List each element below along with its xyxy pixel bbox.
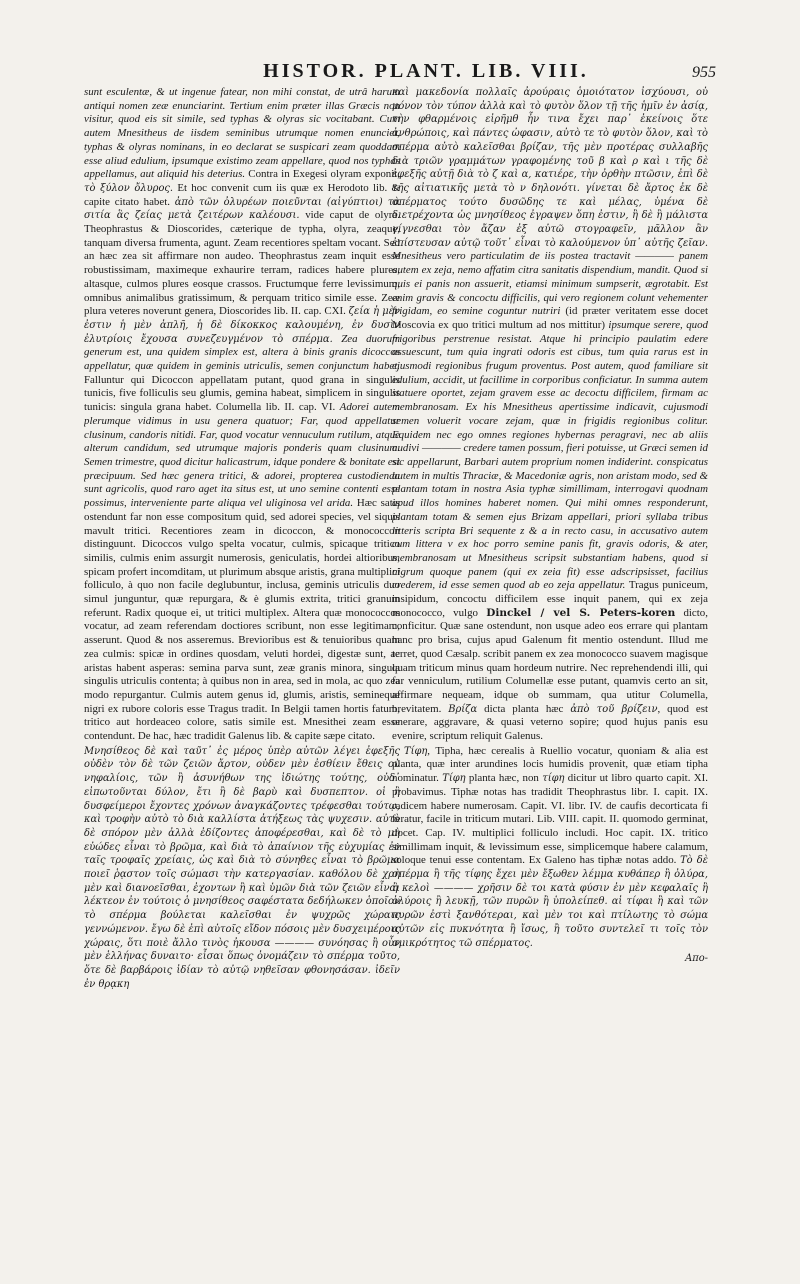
paragraph xyxy=(84,745,400,992)
right-column xyxy=(392,86,708,1266)
blackletter-text: Dinckel / vel S. Peters-koren xyxy=(486,606,676,619)
roman-text: vide caput de olyra. Theophrastus & Dioscorides, cæterique de typha, olyra, zeaque, tanquam diversa frumenta, agunt. Zeam recentiores speltam vocant. Sed an hæc zea sit affirmare non audeo. Theophrastus zeam inquit esse robustissimam, maximeque exhaurire terram, radices habere plures, altasque, culmos plures eosque crassos. Fructumque ferre levissimum, omnibus animalibus gratissimum, & perquam tritico simile esse. Zeæ plura veteres noverunt genera, Dioscorides lib. II. cap. CXI. xyxy=(84,209,400,318)
greek-text: Τὸ δὲ σπέρμα ἢ τῆς τίφης ἔχει μὲν ἔξωθεν λέμμα κυθάπερ ἢ ὀλύρα, ἢ κελοὶ ———— χρῆσιν δὲ τοι κατὰ φύσιν ἐν μὲν κεφαλαῖς ἢ ὀλύροις ἢ λευκῇ, τῶν πυρῶν ἢ ὑπολείπεθ. αἱ τίφαι ἢ καὶ τῶν πυρῶν ἐστὶ ξανθότεραι, καὶ μὲν τοι καὶ πτίλωτης τὸ σώμα αὐτῶν εἰς πυκνότητα ἢ ἴσως, ἢ τοῦτο συντελεῖ τι τοῖς τὸν σμικρότητος τῶ σπέρματος. xyxy=(392,855,708,949)
roman-text: dicto, conficitur. Quæ sane ostendunt, non usque adeo eos errare qui plantam hanc pro brisa, cujus apud Galenum fit mentio ostendunt. Illud me terret, quod Cæsalp. scribit panem ex zea monococco suavem magisque quam triticum minus quam hordeum nutrire. Nec reprehendendi illi, qui far venniculum, rutilium Columellæ esse putant, quamvis certo an sit, affirmare nequeam, idque ob summam, qua utitur Columella, brevitatem. xyxy=(392,606,708,715)
italic-text: Mnesitheus vero particulatim de iis postea tractavit ———— panem autem ex zeja, nemo affatim citra sanitatis dispendium, mandit. Quod si quis ei panis non assuerit, etiamsi minimum sumpserit, ægrotabit. Est enim gravis & concoctu difficilis, qui vero regionem colunt vehementer frigidam, eo semine coguntur nutriri xyxy=(392,250,708,318)
greek-text: Τίφη xyxy=(442,773,466,785)
roman-text: Contra in Exegesi olyram exponit, xyxy=(245,168,400,181)
left-column xyxy=(84,86,400,1266)
catchword: Απο- xyxy=(685,953,708,965)
running-head: HISTOR. PLANT. LIB. VIII. xyxy=(263,60,589,82)
italic-text: Adorei autem plerumque vidimus in usu genera quatuor; Far, quod appellatur clusinum, candoris nitidi. Far, quod vocatur vennuculum rutilum, atque alterum candidum, sed utrumque majoris ponderis quam clusinum. Semen trimestre, quod dicitur halicastrum, idque pondere & bonitate est præcipuum. Sed hæc genera tritici, & adorei, propterea custodienda sunt agricolis, quod raro aget ita situs est, ut uno semine contenti esse possimus, interveniente parte aliqua vel uliginosa vel arida. xyxy=(84,401,400,510)
greek-text: τίφη xyxy=(542,773,565,785)
greek-text: τὸ ξύλον ὄλυρος. xyxy=(84,182,174,194)
paragraph xyxy=(392,745,708,951)
roman-text: Hæc satis ostendunt far non esse compositum quid, sed adorei species, vel siquis mavult tritici. Recentiores zeam in dicoccon, & monococcon distinguunt. Dicoccos vulgo spelta vocatur, culmis, spicaque tritico similis, culmis enim assurgit numerosis, geniculatis, hordei altioribus, spicam profert incomditam, ut plurimum absque aristis, grana multiplici folliculo, à quo non facile deglubuntur, inclusa, geminis utriculis duo simul junguntur, quæ repurgara, & è glumis extrita, tritici granum referunt. Radix quoque ei, ut tritici multiplex. Altera quæ monococcos vocatur, ad zeam referendam doctiores scribunt, non esse legitimam, asserunt. Quod & nos asseremus. Brevioribus est & tenuioribus quam zea culmis: spicæ in ordines quosdam, veluti hordei, digestæ sunt, ac aristas habent asperas: semina parva sunt, zeæ granis minora, singula singulis utriculis contenta; à quibus non in area, sed in mola, ac quo zea modo repurgantur. Culmis autem genus id, glumis, aristis, semineque nigri ex rubore coloris esse Tragus tradit. In Belgii tamen hortis fatum, tritico aut hordeaceo colore, satis simile est. Mnesithei zeam esse contendunt. De hac, hæc tradidit Galenus lib. & capite sæpe citato. xyxy=(84,497,400,743)
roman-text: (id præter veritatem esse docet Moscovia ex quo tritici multum ad nos mittitur) xyxy=(392,305,708,331)
greek-text: ζεία ἡ μὲν ἐστιν ἡ μὲν ἁπλῆ, ἡ δὲ δίκοκκος καλουμένη, ἐν δυσὶν ἐλυτρίοις ἔχουσα συνεζευγμένον τὸ σπέρμα. xyxy=(84,306,400,345)
greek-text: Βρίζα xyxy=(448,703,478,715)
greek-text: Μνησίθεος δὲ καὶ ταῦτ᾽ ἐς μέρος ὑπὲρ αὐτῶν λέγει ἐφεξῆς οὐδὲν τὸν δὲ τῶν ζειῶν ἄρτον, οὐδεν μὲν ἐσθίειν ἔθεις οὐ νηφαλίοις, τῶν ἢ ἀσυνήθων της ἰδιώτης τούτης, οὐδ᾽ εἰπωτοῦνται δύλον, ἔτι ἢ δὲ βαρὺ καὶ δυσπεπτον. οἱ ἢ δυσφείμεροι ἔχοντες χρόνων ἀναγκάζοντες τρέφεσθαι τούτῳ, καὶ τροφὴν αὐτὸ τὸ διὰ καλλίστα ἀτήξεως τὰς ψυχεσιν. αὐτὸ δὲ σπόρον μὲν ἀλλὰ ἐδίζοντες ἀποφέρεσθαι, καὶ δὲ τὸ μὴ εὐώδες εἶναι τὸ βρῶμα, καὶ διὰ τὸ ἀπαίνιον τῆς εὐχυμίας ἐν ταῖς τροφαῖς χρείαις, ὡς καὶ διὰ τὸ σύνηθες εἶναι τὸ βρῶμα ποιεῖ ῥᾳστον τοῖς σώμασι τὴν κατεργασίαν. καθόλου δὲ χρὴ μὲν καὶ διανοεῖσθαι, ἐχοντων ἢ καὶ ὑμῶν διὰ τῶν ζειῶν εἶναι λέκτεον ἐν τούτοις ὁ μνησίθεος σαφέστατα δεδήλωκεν ὁποῖον τὸ σπέρμα βούλεται καλεῖσθαι ἐν ψυχρῶς χώραις γεννώμενον. ἔγω δὲ ἐπὶ αὐτοῖς εἴδον πόσοις μὲν δυσχειμέροις χώραις, ὅτι ποιὲ ἄλλο τινὸς ἠκουσα ———— συνόησας ἢ οὖν μὲν ἑλλήνας δυναιτο· εἶσαι ὅπως ὀνομάζειν τὸ σπέρμα τοῦτο, ὅτε δὲ βαρβάροις ἰδίαν τὸ αὐτῷ νηθεῖσαν φθονησάσαν. ἰδεῖν ἐν θρᾳκη xyxy=(84,745,400,990)
greek-text: ἀπὸ τῶν ὀλυρέων ποιεῦνται (αἰγύπτιοι) τὰ σιτία ἃς ζείας μετὰ ζειτέρων καλέουσι. xyxy=(84,196,400,222)
greek-text: Τίφη xyxy=(404,745,428,757)
page-number: 955 xyxy=(692,64,716,81)
roman-text: Falluntur qui Dicoccon appellatam putant, quod grana in singulis tunicis, five folliculis seu glumis, gemina habeat, simplicem in singulis tunicis: singula grana habet. Columella lib. II. cap. VI. xyxy=(84,373,400,414)
roman-text: , quod est onerare, aggravare, & quasi veterno sopire; quod hujus panis esu evenire, scriptum reliquit Galenus. xyxy=(392,702,708,743)
italic-text: Zea duorum generum est, una quidem simplex est, altera à binis granis dicoccos appellatur, quæ quidem in geminis utriculis, semen conjunctum habet. xyxy=(84,332,400,373)
paragraph xyxy=(392,86,708,744)
roman-text: Et hoc convenit cum iis quæ ex Herodoto lib. & capite citato habet. xyxy=(84,181,400,208)
roman-text: , Tipha, hæc cerealis à Ruellio vocatur, quoniam & alia est planta, quæ inter arundines locis humidis provenit, quæ etiam tipha nominatur. xyxy=(392,744,708,785)
roman-text: planta hæc, non xyxy=(465,772,543,785)
roman-text: Tragus puniceum, insipidum, concoctu difficilem esse inquit panem, qui ex zeja monococco, vulgo xyxy=(392,579,708,619)
paragraph xyxy=(84,86,400,744)
greek-text: ἀπὸ τοῦ βρίζειν xyxy=(570,703,658,715)
roman-text: dicitur ut libro quarto capit. XI. probavimus. Tiphæ notas has tradidit Theophrastus libr. I. capit. IX. radicem habere numerosam. Capit. VI. libr. IV. de caufis decorticata fi feratur, facile in triticum mutari. Lib. VIII. capit. II. quomodo germinat, docet. Cap. IV. multiplici folliculo includi. Hoc capit. IX. tritico simillimam inquit, & levissimum esse, simplicemque habere calamum, soloque tenui esse contentam. Ex Galeno has tiphæ notas addo. xyxy=(392,772,708,867)
italic-text: ipsumque serere, quod frigoribus perstrenue resistat. Atque hi principio paulatim edere assuescunt, tum quia ingrati odoris est cibus, tum quia rarus est in ejusmodi regionibus frugum proventus. Post autem, quod familiare sit edulium, accidit, ut facillime in corporibus conficiatur. In summa autem statuere oportet, zejam gravem esse ac decoctu difficilem, firmam ac membranosam. Ex his Mnesitheus apertissime indicavit, cujusmodi semen voluerit vocare zejam, quæ in frigidis regionibus colitur. Equidem nec ego omnes regiones hybernas peragravi, nec ab aliis audivi ———— credere tamen possum, fieri potuisse, ut Græci semen id sic appellarunt, Barbari autem proprium nomen indiderint. conspicatus autem in multis Thraciæ, & Macedoniæ agris, non aristam modo, sed & plantam totam in nostra Asia typhæ simillimam, interrogavi quodnam apud illos homines haberet nomen. Qui mihi omnes responderunt, plantam totam & semen ejus Brizam appellari, priori syllaba tribus litteris scripta Bri sequente z & a in recto casu, in accusativo autem cum littera v ex hoc porro semine panis fit, gravis odoris, & ater, membranosam ut Mnesitheus scripsit substantiam habens, quod si nigrum quoque panem (qui ex zeia fit) esse adscripsisset, facilius crederem, id esse semen quod ab eo zeja appellatur. xyxy=(392,318,708,592)
italic-text: sunt esculentæ, & ut ingenue fatear, non mihi constat, de utrâ harum antiqui nomen zeæ enunciarint. Tertium enim præter illas Græcis non visitur, quod eis sit simile, sed typhas & olyras sic vocitabant. Cum autem Mnesitheus de iisdem seminibus utrumque nomen enunciet, typhas & olyras nominans, in eo declarat se suspicari zeam quoddam esse aliud edulium, ipsumque existimo zeam appellare, quod nos typhas appellamus, aut aliquid his deterius. xyxy=(84,86,400,181)
greek-text: καὶ μακεδονία πολλαῖς ἀρούραις ὁμοιότατον ἰσχύουσι, οὐ μόνον τὸν τύπον ἀλλὰ καὶ τὸ φυτὸν ὅλον τῇ τῆς ἡμῖν ἐν ἀσίᾳ, τὴν φθαρμένοις εἰρῆμθ ἦν τινα ἔχει παρ᾽ ἐκείνοις ὅτε ἀνθρώποις, καὶ πάντες ὠφασιν, αὐτὸ τε τὸ φυτὸν ὅλον, καὶ τὸ σπέρμα αὐτὸ καλεῖσθαι βρίζαν, τῆς μὲν προτέρας συλλαβῆς διὰ τριῶν γραμμάτων γραφομένης τοῦ β καὶ ρ καὶ ι τῆς δὲ ἐφεξῆς αὐτῇ διὰ τὸ ζ καὶ α, κατιέρε, τὴν ὀρθὴν πτῶσιν, ἐπὶ δὲ τῆς αἰτιατικῆς μετὰ τὸ ν δηλονότι. γίνεται δὲ ἄρτος ἐκ δὲ σπέρματος τούτο δυσῶδης τε καὶ μέλας, ὑμένα δὲ διετρέχοντα ὡς μνησίθεος ἐγραψεν ὅπη ἐστιν, ἢ δὲ ἢ μάλιστα γίγνεσθαι τὸν ἄζαν ἐξ αὐτῶ στογραφεῖν, μᾶλλον ἂν ἐπίστευσαν αὐτῷ τοῦτ᾽ εἶναι τὸ καλούμενον ὑπ᾽ αὐτῆς ζεῖαν. xyxy=(392,87,708,249)
roman-text: dicta planta hæc xyxy=(477,702,571,715)
